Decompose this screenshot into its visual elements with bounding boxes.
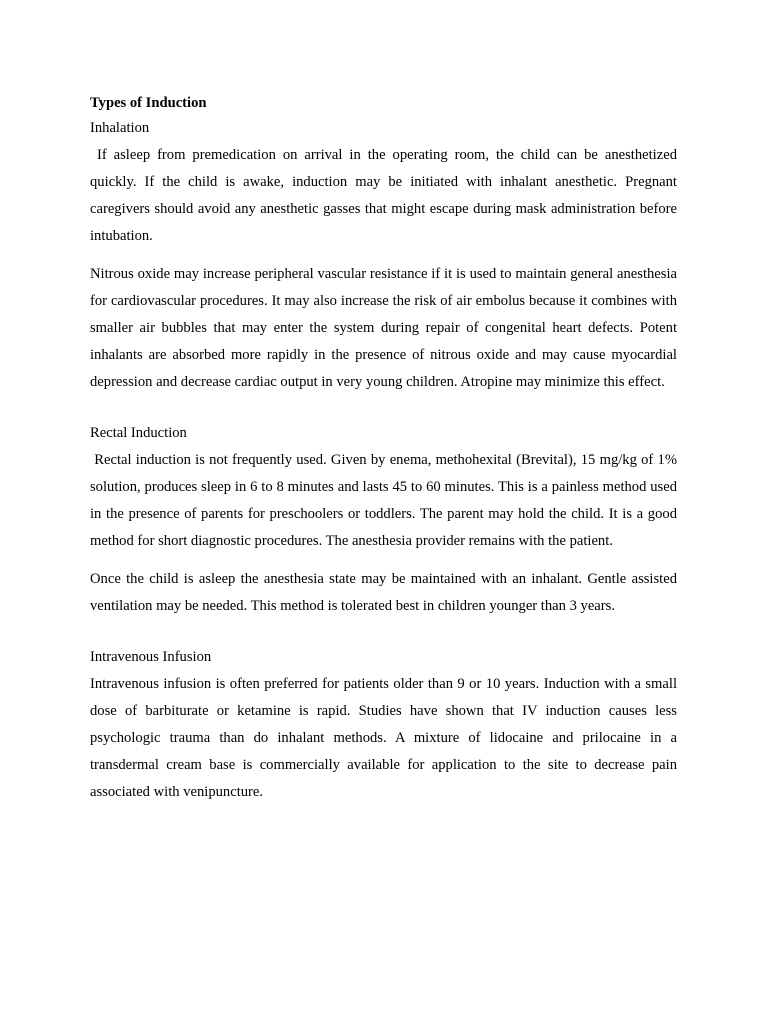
section-heading-intravenous-infusion: Intravenous Infusion [90, 649, 212, 665]
section-heading-inhalation: Inhalation [90, 120, 150, 136]
section-spacer [90, 396, 677, 423]
section-spacer [90, 620, 677, 647]
paragraph: If asleep from premedication on arrival in the operating room, the child can be anesthetized quickly. If the child is awake, induction may be initiated with inhalant anesthetic. Pregnant caregivers should avoid any anesthetic gasses that might escape during mask administration before intubation. [90, 147, 681, 244]
paragraph-spacer [90, 555, 677, 566]
paragraph: Rectal induction is not frequently used. Given by enema, methohexital (Brevital), 15 mg/kg of 1% solution, produces sleep in 6 to 8 minutes and lasts 45 to 60 minutes. This is a painless method used in the presence of parents for preschoolers or toddlers. The parent may hold the child. It is a good method for short diagnostic procedures. The anesthesia provider remains with the patient. [90, 452, 681, 549]
paragraph-spacer [90, 250, 677, 261]
document-page [90, 92, 681, 806]
section-heading-rectal-induction: Rectal Induction [90, 425, 187, 441]
paragraph: Nitrous oxide may increase peripheral vascular resistance if it is used to maintain general anesthesia for cardiovascular procedures. It may also increase the risk of air embolus because it combines with smaller air bubbles that may enter the system during repair of congenital heart defects. Potent inhalants are absorbed more rapidly in the presence of nitrous oxide and may cause myocardial depression and decrease cardiac output in very young children. Atropine may minimize this effect. [90, 266, 677, 390]
paragraph: Intravenous infusion is often preferred for patients older than 9 or 10 years. Induction with a small dose of barbiturate or ketamine is rapid. Studies have shown that IV induction causes less psychologic trauma than do inhalant methods. A mixture of lidocaine and prilocaine in a transdermal cream base is commercially available for application to the site to decrease pain associated with venipuncture. [90, 676, 677, 800]
paragraph: Once the child is asleep the anesthesia state may be maintained with an inhalant. Gentle assisted ventilation may be needed. This method is tolerated best in children younger than 3 years. [90, 571, 677, 614]
document-title: Types of Induction [90, 95, 207, 111]
